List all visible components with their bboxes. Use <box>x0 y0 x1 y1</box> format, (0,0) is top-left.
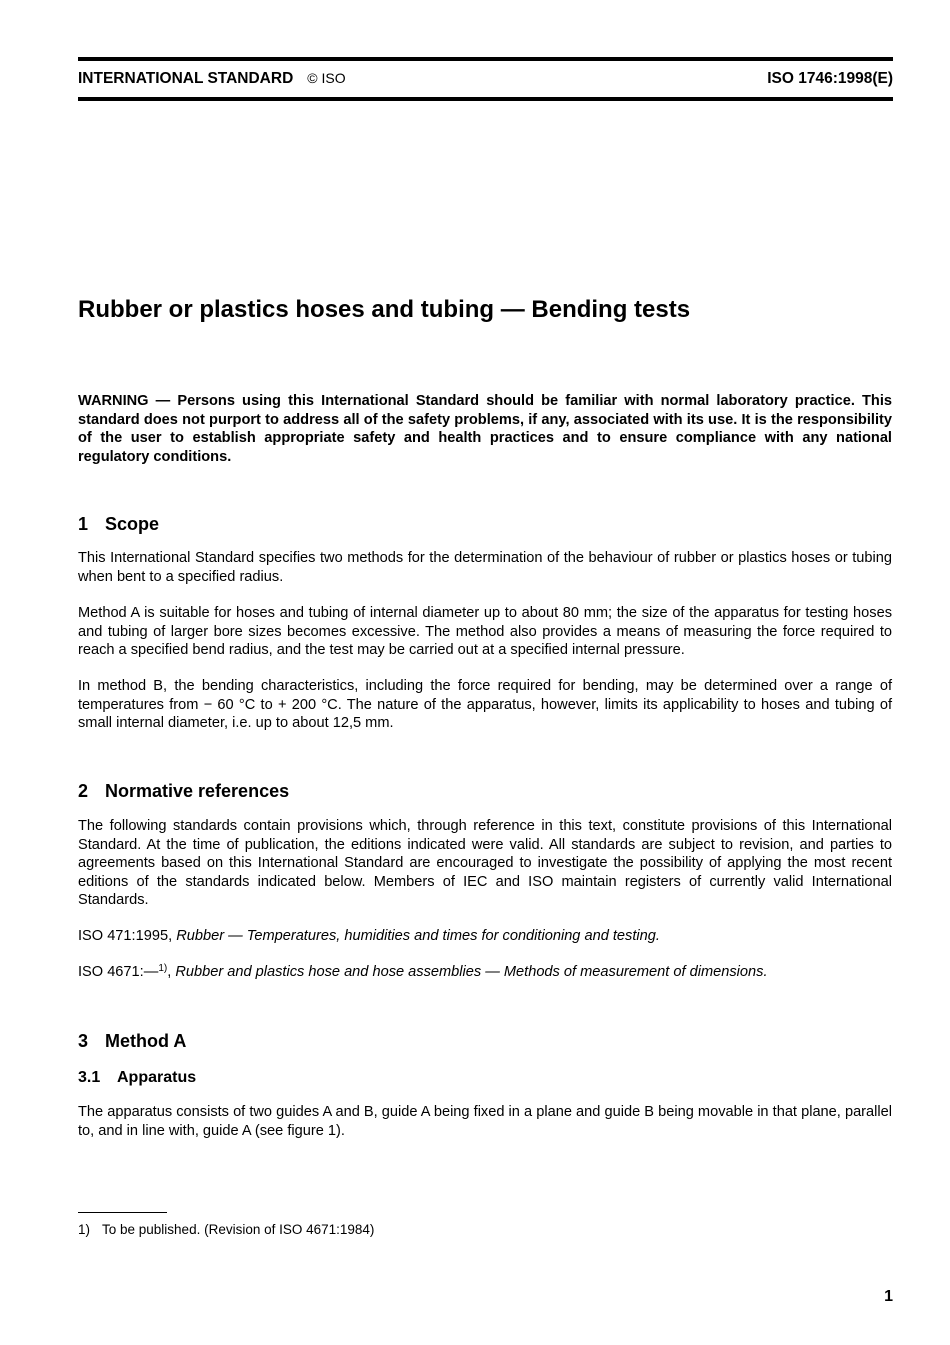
footnote <box>78 1222 892 1237</box>
footnote-mark: 1) <box>78 1222 91 1237</box>
page-header <box>78 70 893 88</box>
apparatus-paragraph: The apparatus consists of two guides A and B, guide A being fixed in a plane and guide B being movable in that plane, parallel to, and in line with, guide A (see figure 1). <box>78 1104 892 1139</box>
page-number: 1 <box>884 1288 893 1305</box>
header-label: INTERNATIONAL STANDARD <box>78 70 294 87</box>
section-number: 2 <box>78 781 89 801</box>
header-doc-id: ISO 1746:1998(E) <box>767 70 893 87</box>
section-title: Normative references <box>105 781 290 801</box>
section-heading-method-a <box>78 1031 892 1052</box>
section-number: 3 <box>78 1031 89 1051</box>
reference-id: ISO 4671:— <box>78 964 159 980</box>
scope-paragraph-2: Method A is suitable for hoses and tubing of internal diameter up to about 80 mm; the size of the apparatus for testing hoses and tubing of larger bore sizes becomes excessive. The method also provides a means of measuring the force required to reach a specified bend radius, and the test may be carried out at a specified internal pressure. <box>78 605 892 658</box>
header-bottom-rule <box>78 97 893 101</box>
header-left <box>78 70 346 88</box>
document-title: Rubber or plastics hoses and tubing — Bending tests <box>78 296 691 323</box>
section-number: 1 <box>78 514 89 534</box>
subsection-number: 3.1 <box>78 1069 101 1086</box>
header-top-rule <box>78 57 893 61</box>
header-copyright: © ISO <box>307 70 346 86</box>
section-heading-normative-references <box>78 781 892 802</box>
section-title: Method A <box>105 1031 187 1051</box>
reference-title: Rubber and plastics hose and hose assemblies — Methods of measurement of dimensions. <box>175 964 768 980</box>
references-paragraph: The following standards contain provisions which, through reference in this text, constitute provisions of this International Standard. At the time of publication, the editions indicated were valid. All standards are subject to revision, and parties to agreements based on this International Standard are encouraged to investigate the possibility of applying the most recent editions of the standards indicated below. Members of IEC and ISO maintain registers of currently valid International Standards. <box>78 818 892 908</box>
subsection-heading-apparatus <box>78 1069 892 1087</box>
footnote-text: To be published. (Revision of ISO 4671:1984) <box>102 1222 375 1237</box>
reference-separator: , <box>167 964 176 980</box>
reference-iso-4671 <box>78 963 892 982</box>
reference-title: Rubber — Temperatures, humidities and times for conditioning and testing. <box>176 928 660 944</box>
footnote-marker[interactable]: 1) <box>158 963 168 974</box>
warning-paragraph: WARNING — Persons using this International Standard should be familiar with normal laboratory practice. This standard does not purport to address all of the safety problems, if any, associated with its use. It is the responsibility of the user to establish appropriate safety and health practices and to ensure compliance with any national regulatory conditions. <box>78 393 892 465</box>
scope-paragraph-3: In method B, the bending characteristics, including the force required for bending, may be determined over a range of temperatures from − 60 °C to + 200 °C. The nature of the apparatus, however, limits its applicability to hoses and tubing of small internal diameter, i.e. up to about 12,5 mm. <box>78 678 892 731</box>
scope-paragraph-1: This International Standard specifies two methods for the determination of the behaviour of rubber or plastics hoses or tubing when bent to a specified radius. <box>78 550 892 585</box>
reference-id: ISO 471:1995, <box>78 928 177 944</box>
subsection-title: Apparatus <box>117 1069 197 1086</box>
footnote-rule <box>78 1212 167 1213</box>
reference-iso-471 <box>78 927 892 946</box>
section-heading-scope <box>78 514 892 535</box>
section-title: Scope <box>105 514 160 534</box>
